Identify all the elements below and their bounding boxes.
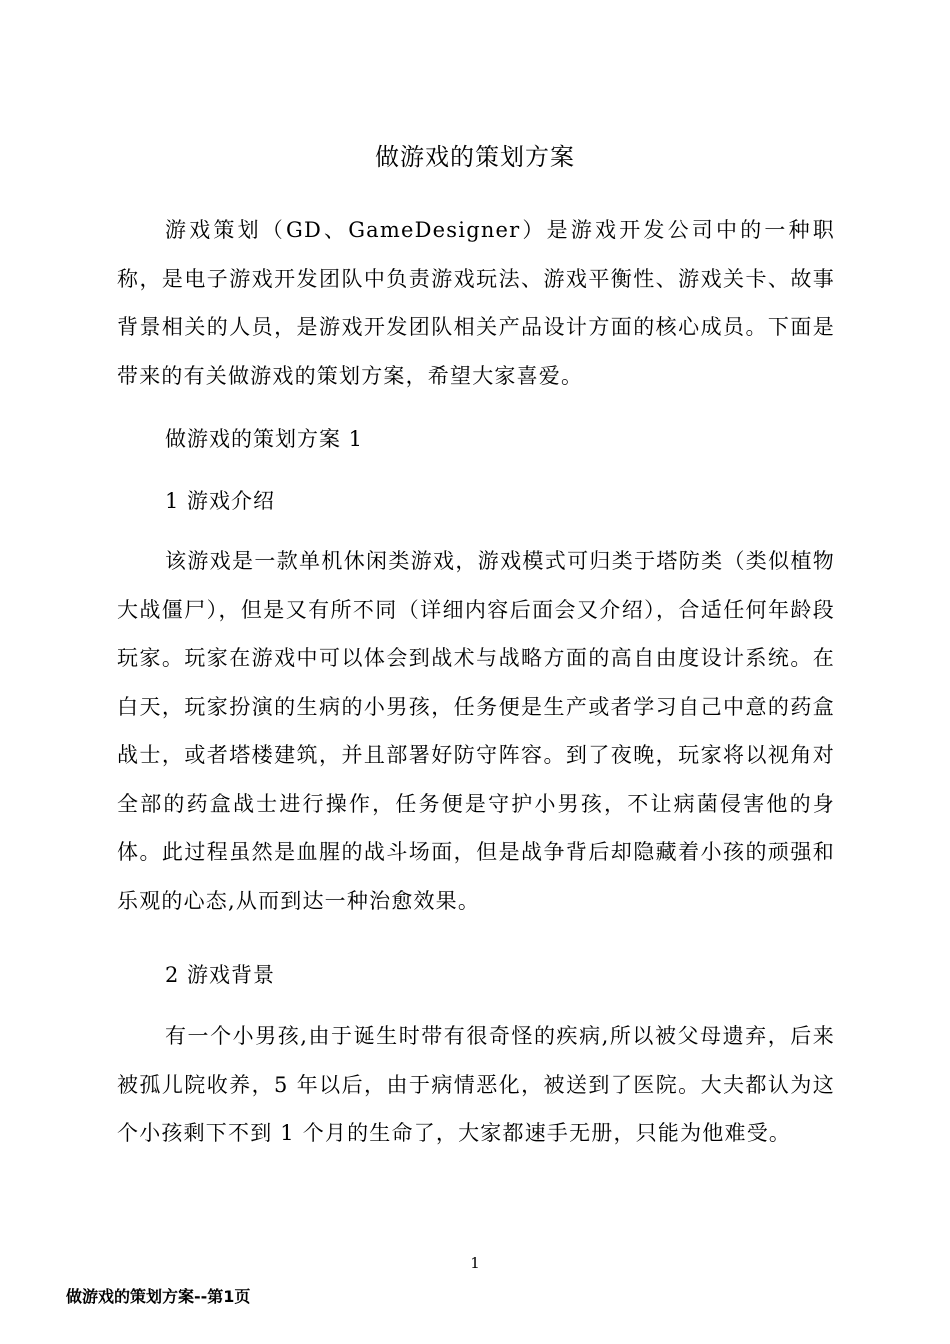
section-heading: 做游戏的策划方案 1: [165, 427, 364, 451]
document-title: 做游戏的策划方案: [375, 143, 575, 171]
game-background-paragraph: 有一个小男孩,由于诞生时带有很奇怪的疾病,所以被父母遗弃，后来被孤儿院收养，5 年以后，由于病情恶化，被送到了医院。大夫都认为这个小孩剩下不到 1 个月的生命了，大家都速手无册，只能为他难受。: [117, 1024, 835, 1145]
game-intro-paragraph: 该游戏是一款单机休闲类游戏，游戏模式可归类于塔防类（类似植物大战僵尸），但是又有所不同（详细内容后面会又介绍），合适任何年龄段玩家。玩家在游戏中可以体会到战术与战略方面的高自由度设计系统。在白天，玩家扮演的生病的小男孩，任务便是生产或者学习自己中意的药盒战士，或者塔楼建筑，并且部署好防守阵容。到了夜晚，玩家将以视角对全部的药盒战士进行操作，任务便是守护小男孩，不让病菌侵害他的身体。此过程虽然是血腥的战斗场面，但是战争背后却隐藏着小孩的顽强和乐观的心态,从而到达一种治愈效果。: [117, 549, 835, 913]
page-number: 1: [470, 1254, 480, 1272]
subsection-heading-background: 2 游戏背景: [165, 963, 276, 987]
subsection-heading-intro: 1 游戏介绍: [165, 489, 276, 513]
intro-paragraph: 游戏策划（GD、GameDesigner）是游戏开发公司中的一种职称，是电子游戏开发团队中负责游戏玩法、游戏平衡性、游戏关卡、故事背景相关的人员，是游戏开发团队相关产品设计方面的核心成员。下面是带来的有关做游戏的策划方案，希望大家喜爱。: [117, 218, 835, 388]
page-footer: 做游戏的策划方案--第1页: [66, 1287, 251, 1306]
